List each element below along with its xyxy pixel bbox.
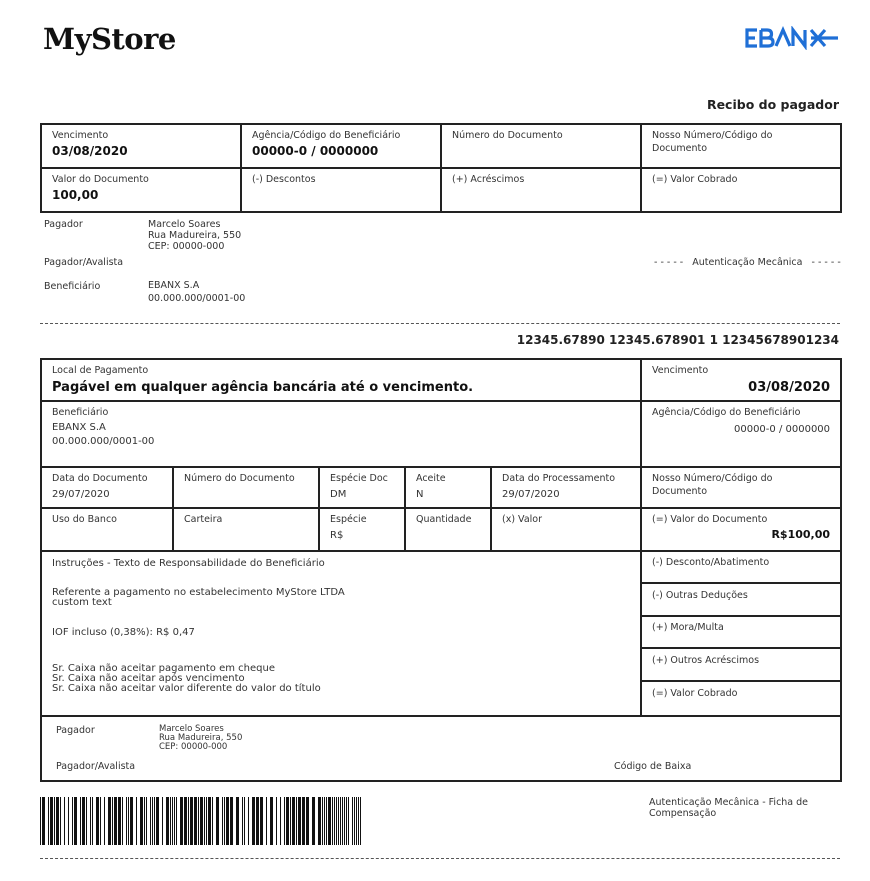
field-label: (+) Mora/Multa: [652, 622, 724, 633]
aceite-cell: [405, 467, 491, 508]
store-logo: MyStore: [43, 22, 176, 56]
field-label: (x) Valor: [502, 514, 542, 525]
instrucao-line: custom text: [52, 597, 112, 608]
field-label: Agência/Código do Beneficiário: [652, 407, 801, 418]
recibo-agencia-value: 00000-0 / 0000000: [252, 144, 379, 158]
field-label: (+) Outros Acréscimos: [652, 655, 760, 666]
recibo-valor-cobrado-cell: [641, 168, 841, 212]
instrucao-caixa: Sr. Caixa não aceitar após vencimento: [52, 673, 245, 684]
field-label: Valor do Documento: [52, 174, 149, 185]
recibo-table: [40, 123, 842, 213]
field-label: (=) Valor Cobrado: [652, 688, 738, 699]
field-label: Nosso Número/Código do Documento: [652, 130, 773, 154]
field-label: (=) Valor Cobrado: [652, 174, 738, 185]
recibo-pagador-block: [148, 219, 241, 252]
field-label: (-) Outras Deduções: [652, 590, 748, 601]
field-label: Nosso Número/Código do Documento: [652, 473, 773, 497]
mora-multa-cell: [642, 617, 840, 649]
recibo-vencimento-value: 03/08/2020: [52, 144, 128, 158]
data-processamento-value: 29/07/2020: [502, 489, 560, 500]
outras-deducoes-cell: [642, 584, 840, 617]
instrucao-caixa: Sr. Caixa não aceitar valor diferente do valor do título: [52, 683, 321, 694]
recibo-vencimento-cell: [41, 124, 241, 168]
ficha-vencimento-value: 03/08/2020: [748, 380, 831, 395]
recibo-pagador-label: Pagador: [44, 219, 83, 230]
aceite-value: N: [416, 489, 424, 500]
deducoes-stack: [641, 551, 841, 716]
field-label: Local de Pagamento: [52, 365, 149, 376]
ficha-agencia-cell: [641, 401, 841, 467]
ficha-valor-cobrado-cell: [642, 682, 840, 712]
field-label: Espécie Doc: [330, 473, 388, 484]
field-label: (+) Acréscimos: [452, 174, 525, 185]
ficha-beneficiario-cell: [41, 401, 641, 467]
recibo-auth-mecanica: - - - - - Autenticação Mecânica - - - - -: [654, 257, 841, 268]
recibo-agencia-cell: [241, 124, 441, 168]
field-label: Espécie: [330, 514, 367, 525]
data-processamento-cell: [491, 467, 641, 508]
recibo-nosso-numero-cell: [641, 124, 841, 168]
especie-doc-value: DM: [330, 489, 347, 500]
pagador-name: Marcelo Soares: [148, 219, 221, 230]
pagador-street: Rua Madureira, 550: [159, 733, 243, 743]
pagador-name: Marcelo Soares: [159, 724, 224, 734]
instrucao-caixa: Sr. Caixa não aceitar pagamento em cheque: [52, 663, 275, 674]
carteira-cell: [173, 508, 319, 551]
ficha-avalista-label: Pagador/Avalista: [56, 761, 136, 772]
recibo-beneficiario-block: [148, 279, 245, 305]
data-documento-cell: [41, 467, 173, 508]
ficha-pagador-cell: [41, 716, 841, 781]
codigo-baixa-label: Código de Baixa: [614, 761, 692, 772]
recibo-acrescimos-cell: [441, 168, 641, 212]
desconto-cell: [642, 552, 840, 584]
barcode: [40, 797, 364, 845]
pagador-street: Rua Madureira, 550: [148, 230, 242, 241]
field-label: Número do Documento: [184, 473, 295, 484]
ficha-agencia-value: 00000-0 / 0000000: [733, 424, 831, 435]
field-label: Data do Processamento: [502, 473, 616, 484]
ficha-pagador-block: [159, 725, 242, 752]
beneficiario-cnpj: 00.000.000/0001-00: [148, 293, 246, 304]
outros-acrescimos-cell: [642, 649, 840, 682]
field-label: (-) Descontos: [252, 174, 316, 185]
instrucoes-cell: [41, 551, 641, 716]
ficha-beneficiario-name: EBANX S.A: [52, 422, 106, 433]
linha-digitavel: 12345.67890 12345.678901 1 12345678901234: [516, 333, 839, 347]
field-label: (-) Desconto/Abatimento: [652, 557, 770, 568]
field-label: Vencimento: [652, 365, 709, 376]
ficha-valor-documento-value: R$100,00: [771, 528, 831, 541]
ficha-table: [40, 358, 842, 782]
recibo-valor-doc-value: 100,00: [52, 188, 99, 202]
recibo-descontos-cell: [241, 168, 441, 212]
quantidade-cell: [405, 508, 491, 551]
instrucoes-title: Instruções - Texto de Responsabilidade do Beneficiário: [52, 558, 325, 569]
field-label: Número do Documento: [452, 130, 563, 141]
field-label: (=) Valor do Documento: [652, 514, 768, 525]
especie-cell: [319, 508, 405, 551]
receipt-title: Recibo do pagador: [706, 97, 839, 112]
field-label: Agência/Código do Beneficiário: [252, 130, 401, 141]
data-documento-value: 29/07/2020: [52, 489, 110, 500]
field-label: Carteira: [184, 514, 223, 525]
especie-doc-cell: [319, 467, 405, 508]
instrucao-iof: IOF incluso (0,38%): R$ 0,47: [52, 627, 195, 638]
recibo-numero-doc-cell: [441, 124, 641, 168]
beneficiario-name: EBANX S.A: [148, 280, 200, 291]
ficha-vencimento-cell: [641, 359, 841, 401]
ficha-nosso-numero-cell: [641, 467, 841, 508]
field-label: Uso do Banco: [52, 514, 117, 525]
instrucao-line: Referente a pagamento no estabelecimento MyStore LTDA: [52, 587, 345, 598]
numero-documento-cell: [173, 467, 319, 508]
especie-value: R$: [330, 530, 344, 541]
ficha-auth-mecanica: Autenticação Mecânica - Ficha de Compensação: [649, 797, 809, 819]
field-label: Beneficiário: [52, 407, 109, 418]
local-pagamento-value: Pagável em qualquer agência bancária até o vencimento.: [52, 380, 474, 395]
local-pagamento-cell: [41, 359, 641, 401]
recibo-beneficiario-label: Beneficiário: [44, 281, 101, 292]
field-label: Aceite: [416, 473, 446, 484]
ficha-valor-documento-cell: [641, 508, 841, 551]
uso-banco-cell: [41, 508, 173, 551]
recibo-avalista-label: Pagador/Avalista: [44, 257, 124, 268]
ebanx-logo: [745, 26, 840, 50]
x-valor-cell: [491, 508, 641, 551]
recibo-valor-doc-cell: [41, 168, 241, 212]
cut-line-bottom: [40, 858, 840, 859]
cut-line: [40, 323, 840, 324]
pagador-cep: CEP: 00000-000: [148, 241, 225, 252]
field-label: Quantidade: [416, 514, 472, 525]
field-label: Data do Documento: [52, 473, 148, 484]
ficha-beneficiario-cnpj: 00.000.000/0001-00: [52, 436, 155, 447]
ficha-pagador-label: Pagador: [56, 725, 95, 736]
field-label: Vencimento: [52, 130, 109, 141]
pagador-cep: CEP: 00000-000: [159, 742, 228, 752]
